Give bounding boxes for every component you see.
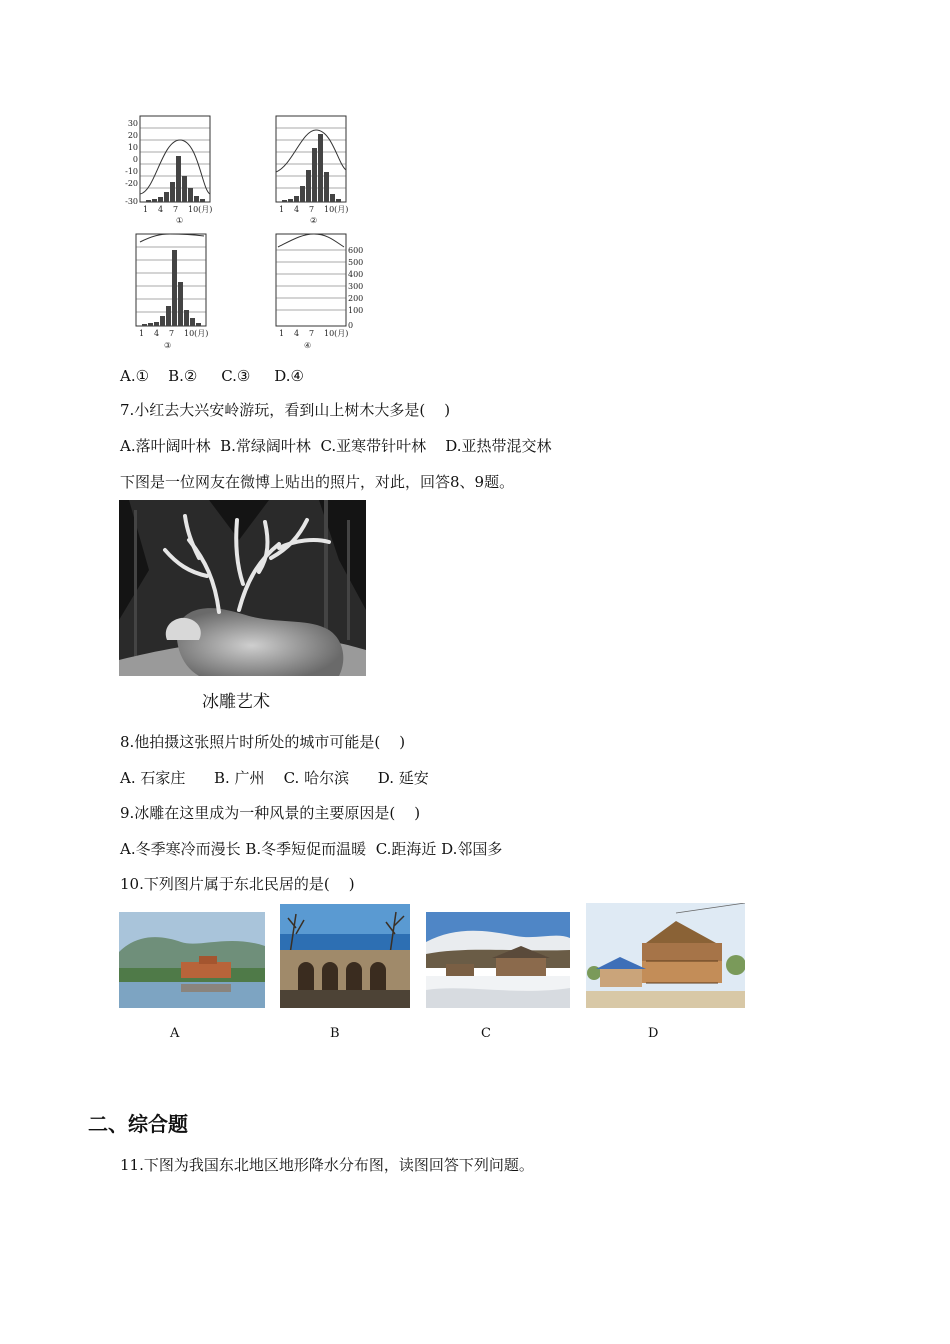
x-tick: 7	[169, 329, 175, 338]
x-tick: 7	[309, 205, 315, 214]
y-tick: 30	[127, 119, 138, 128]
x-tick: 4	[158, 205, 164, 214]
x-tick: 10(月)	[324, 329, 349, 338]
q10-question: 10.下列图片属于东北民居的是( )	[120, 875, 355, 893]
climate-chart-2	[276, 116, 348, 225]
house-caption-c: C	[481, 1026, 491, 1041]
house-photo-a[interactable]	[119, 912, 265, 1008]
chart-label: ④	[304, 341, 312, 350]
x-tick: 7	[173, 205, 179, 214]
x-tick: 4	[154, 329, 160, 338]
y-tick-right: 100	[348, 306, 364, 315]
intro-8-9: 下图是一位网友在微博上贴出的照片，对此，回答8、9题。	[120, 473, 515, 491]
section-2-title: 二、综合题	[88, 1112, 188, 1136]
q6-options: A.① B.② C.③ D.④	[120, 367, 304, 385]
y-tick-right: 600	[348, 246, 364, 255]
x-tick: 10(月)	[188, 205, 213, 214]
q7-question: 7.小红去大兴安岭游玩，看到山上树木大多是( )	[120, 401, 451, 419]
x-tick: 1	[279, 329, 285, 338]
y-tick: 10	[127, 143, 138, 152]
climate-charts-figure	[110, 110, 380, 360]
house-caption-d: D	[648, 1026, 659, 1041]
y-tick-right: 0	[348, 321, 354, 330]
house-caption-a: A	[170, 1026, 180, 1041]
y-tick: 0	[132, 155, 138, 164]
chart-label: ②	[310, 216, 318, 225]
chart-label: ③	[164, 341, 172, 350]
x-tick: 1	[139, 329, 145, 338]
x-tick: 1	[143, 205, 149, 214]
q8-options: A. 石家庄 B. 广州 C. 哈尔滨 D. 延安	[120, 769, 429, 787]
x-tick: 4	[294, 329, 300, 338]
y-tick: -20	[125, 179, 138, 188]
q9-question: 9.冰雕在这里成为一种风景的主要原因是( )	[120, 804, 421, 822]
climate-chart-4	[276, 234, 363, 350]
x-tick: 10(月)	[324, 205, 349, 214]
q8-question: 8.他拍摄这张照片时所处的城市可能是( )	[120, 733, 406, 751]
x-tick: 1	[279, 205, 285, 214]
photo-caption: 冰雕艺术	[202, 692, 270, 712]
y-tick: -30	[125, 197, 138, 206]
y-tick: 20	[127, 131, 138, 140]
chart-label: ①	[176, 216, 184, 225]
y-tick-right: 200	[348, 294, 364, 303]
house-caption-b: B	[330, 1026, 340, 1041]
q9-options: A.冬季寒冷而漫长 B.冬季短促而温暖 C.距海近 D.邻国多	[120, 840, 503, 858]
house-photo-d[interactable]	[586, 903, 745, 1008]
x-tick: 4	[294, 205, 300, 214]
x-tick: 7	[309, 329, 315, 338]
y-tick-right: 500	[348, 258, 364, 267]
climate-chart-1	[125, 116, 212, 225]
ice-sculpture-photo	[119, 500, 366, 686]
house-photo-c[interactable]	[426, 912, 570, 1008]
y-tick-right: 400	[348, 270, 364, 279]
climate-chart-3	[136, 234, 208, 350]
y-tick-right: 300	[348, 282, 364, 291]
x-tick: 10(月)	[184, 329, 209, 338]
y-tick: -10	[125, 167, 138, 176]
q11-question: 11.下图为我国东北地区地形降水分布图，读图回答下列问题。	[120, 1156, 534, 1174]
q7-options: A.落叶阔叶林 B.常绿阔叶林 C.亚寒带针叶林 D.亚热带混交林	[120, 437, 552, 455]
house-photo-b[interactable]	[280, 904, 410, 1008]
